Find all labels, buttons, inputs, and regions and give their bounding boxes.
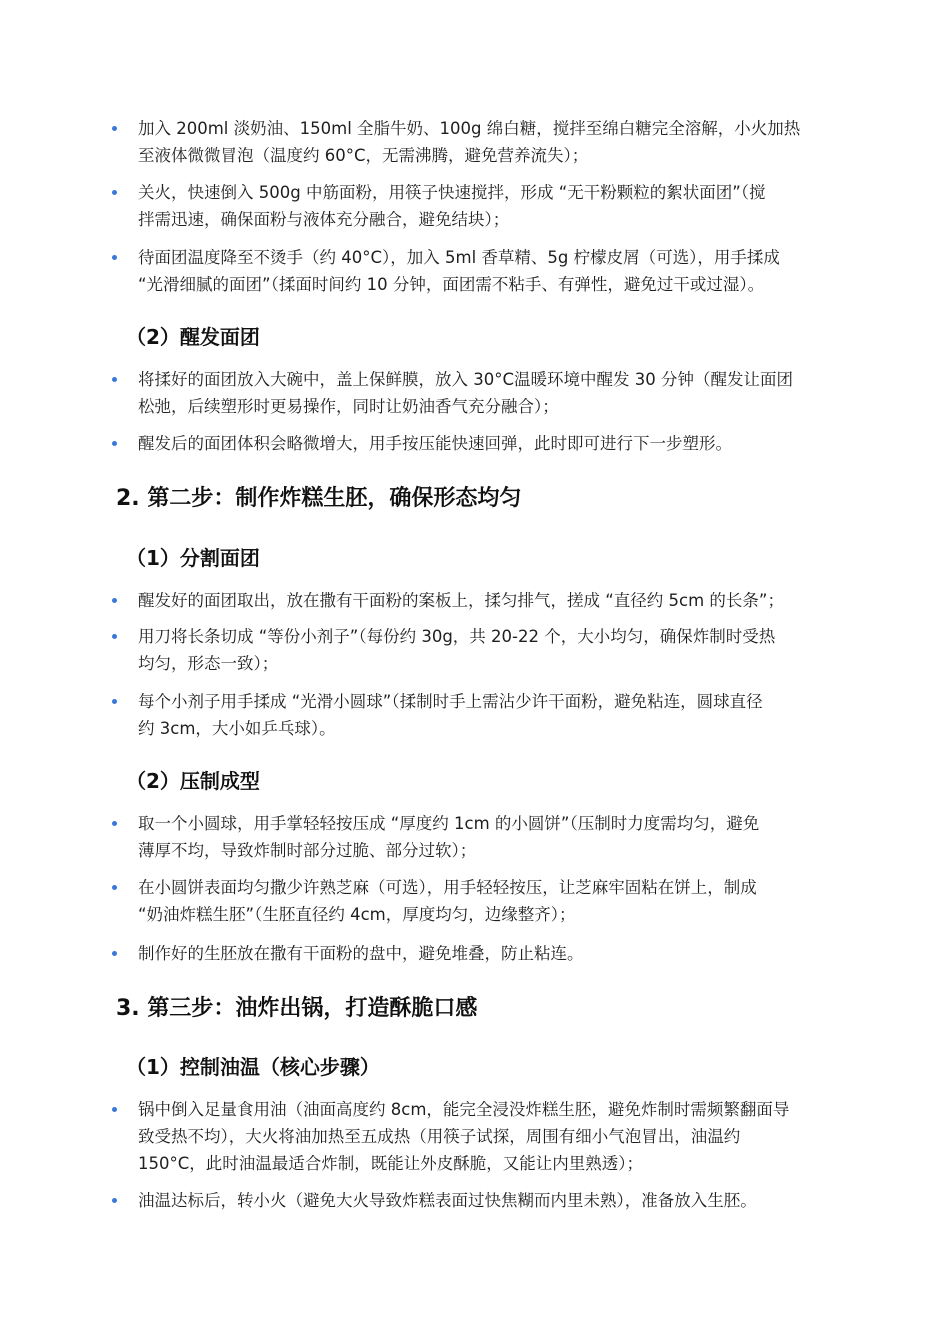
bullet-icon xyxy=(112,699,117,704)
list-item-text: 每个小剂子用手揉成 “光滑小圆球”（揉制时手上需沾少许干面粉，避免粘连，圆球直径 约 3cm，大小如乒乓球）。 xyxy=(138,692,763,738)
list-item-text: 待面团温度降至不烫手（约 40°C），加入 5ml 香草精、5g 柠檬皮屑（可选），用手揉成 “光滑细腻的面团”（揉面时间约 10 分钟，面团需不粘手、有弹性，避免过干或过湿）。 xyxy=(138,248,780,294)
list-item-text: 醒发好的面团取出，放在撒有干面粉的案板上，揉匀排气，搓成 “直径约 5cm 的长条”； xyxy=(138,591,784,610)
list-item xyxy=(112,366,832,420)
bullet-icon xyxy=(112,190,117,195)
list-item xyxy=(112,940,832,967)
list-item-text: 制作好的生胚放在撒有干面粉的盘中，避免堆叠，防止粘连。 xyxy=(138,944,584,963)
subsection-heading-press-shape: （2）压制成型 xyxy=(126,769,260,793)
list-item xyxy=(112,115,832,169)
list-item-text: 在小圆饼表面均匀撒少许熟芝麻（可选），用手轻轻按压，让芝麻牢固粘在饼上，制成 “奶油炸糕生胚”（生胚直径约 4cm，厚度均匀，边缘整齐）； xyxy=(138,878,757,924)
list-item xyxy=(112,587,832,614)
bullet-icon xyxy=(112,598,117,603)
list-item xyxy=(112,623,832,677)
list-item xyxy=(112,244,832,298)
bullet-icon xyxy=(112,821,117,826)
list-item xyxy=(112,1187,832,1214)
list-item-text: 用刀将长条切成 “等份小剂子”（每份约 30g，共 20-22 个，大小均匀，确保炸制时受热 均匀，形态一致）； xyxy=(138,627,776,673)
bullet-icon xyxy=(112,126,117,131)
list-item-text: 油温达标后，转小火（避免大火导致炸糕表面过快焦糊而内里未熟），准备放入生胚。 xyxy=(138,1191,757,1210)
list-item-text: 将揉好的面团放入大碗中，盖上保鲜膜，放入 30°C温暖环境中醒发 30 分钟（醒发让面团 松弛，后续塑形时更易操作，同时让奶油香气充分融合）； xyxy=(138,370,793,416)
section-heading-step-3: 3. 第三步：油炸出锅，打造酥脆口感 xyxy=(116,996,478,1021)
bullet-icon xyxy=(112,885,117,890)
list-item-text: 取一个小圆球，用手掌轻轻按压成 “厚度约 1cm 的小圆饼”（压制时力度需均匀，避免 薄厚不均，导致炸制时部分过脆、部分过软）； xyxy=(138,814,760,860)
subsection-heading-divide-dough: （1）分割面团 xyxy=(126,546,260,570)
bullet-icon xyxy=(112,377,117,382)
list-item xyxy=(112,179,832,233)
list-item xyxy=(112,430,832,457)
list-item-text: 醒发后的面团体积会略微增大，用手按压能快速回弹，此时即可进行下一步塑形。 xyxy=(138,434,732,453)
bullet-icon xyxy=(112,634,117,639)
subsection-heading-proof-dough: （2）醒发面团 xyxy=(126,325,260,349)
bullet-icon xyxy=(112,255,117,260)
bullet-icon xyxy=(112,1198,117,1203)
bullet-icon xyxy=(112,951,117,956)
subsection-heading-oil-temperature: （1）控制油温（核心步骤） xyxy=(126,1055,380,1079)
bullet-icon xyxy=(112,1107,117,1112)
list-item xyxy=(112,688,832,742)
list-item-text: 关火，快速倒入 500g 中筋面粉，用筷子快速搅拌，形成 “无干粉颗粒的絮状面团”（搅 拌需迅速，确保面粉与液体充分融合，避免结块）； xyxy=(138,183,766,229)
list-item-text: 锅中倒入足量食用油（油面高度约 8cm，能完全浸没炸糕生胚，避免炸制时需频繁翻面导 致受热不均），大火将油加热至五成热（用筷子试探，周围有细小气泡冒出，油温约 150°C，此时油温最适合炸制，既能让外皮酥脆，又能让内里熟透）； xyxy=(138,1100,790,1173)
list-item xyxy=(112,810,832,864)
list-item-text: 加入 200ml 淡奶油、150ml 全脂牛奶、100g 绵白糖，搅拌至绵白糖完全溶解，小火加热 至液体微微冒泡（温度约 60°C，无需沸腾，避免营养流失）； xyxy=(138,119,801,165)
list-item xyxy=(112,874,832,928)
list-item xyxy=(112,1096,832,1177)
bullet-icon xyxy=(112,441,117,446)
section-heading-step-2: 2. 第二步：制作炸糕生胚，确保形态均匀 xyxy=(116,486,522,511)
